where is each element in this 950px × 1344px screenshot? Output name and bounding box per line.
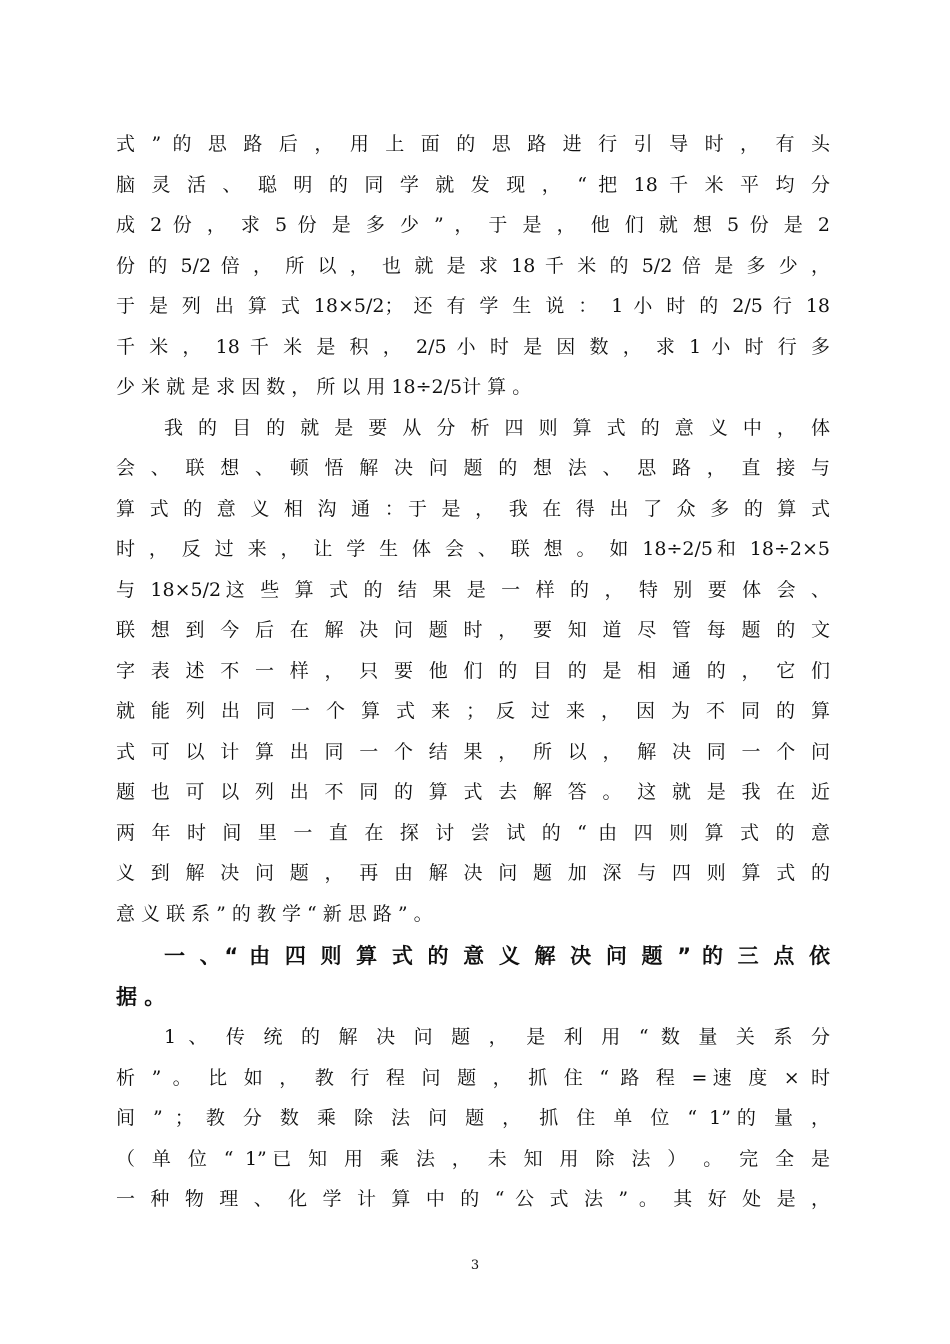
text-line: 联 想 到 今 后 在 解 决 问 题 时 ， 要 知 道 尽 管 每 题 的 文 <box>116 619 830 641</box>
text-line: 与 18×5/2这 些 算 式 的 结 果 是 一 样 的 ， 特 别 要 体 会 、 <box>116 579 830 601</box>
text-line: 两 年 时 间 里 一 直 在 探 讨 尝 试 的 “ 由 四 则 算 式 的 意 <box>116 822 830 844</box>
text-line: 一 种 物 理 、 化 学 计 算 中 的 “ 公 式 法 ” 。 其 好 处 是 ， <box>116 1188 830 1210</box>
heading-line: 据 。 <box>116 985 166 1009</box>
text-line: 字 表 述 不 一 样 ， 只 要 他 们 的 目 的 是 相 通 的 ， 它 们 <box>116 660 830 682</box>
text-line: 千 米 ， 18 千 米 是 积 ， 2/5 小 时 是 因 数 ， 求 1 小 时 行 多 <box>116 336 830 358</box>
text-line: 会 、 联 想 、 顿 悟 解 决 问 题 的 想 法 、 思 路 ， 直 接 与 <box>116 457 830 479</box>
text-line: 算 式 的 意 义 相 沟 通 ：于 是 ， 我 在 得 出 了 众 多 的 算 式 <box>116 498 830 520</box>
text-line: 义 到 解 决 问 题 ， 再 由 解 决 问 题 加 深 与 四 则 算 式 的 <box>116 862 830 884</box>
text-line: （ 单 位 “ 1”已 知 用 乘 法 ， 未 知 用 除 法 ） 。 完 全 是 <box>116 1148 830 1170</box>
text-line: 少 米 就 是 求 因 数 ， 所 以 用 18÷2/5计 算 。 <box>116 376 532 398</box>
text-line: 1 、 传 统 的 解 决 问 题 ， 是 利 用 “ 数 量 关 系 分 <box>164 1026 830 1048</box>
text-line: 意 义 联 系 ” 的 教 学 “ 新 思 路 ” 。 <box>116 903 433 925</box>
text-line: 时 ， 反 过 来 ， 让 学 生 体 会 、 联 想 。 如 18÷2/5和 18÷2×5 <box>116 538 830 560</box>
text-line: 题 也 可 以 列 出 不 同 的 算 式 去 解 答 。 这 就 是 我 在 近 <box>116 781 830 803</box>
text-line: 脑 灵 活 、 聪 明 的 同 学 就 发 现 ， “ 把 18 千 米 平 均 分 <box>116 174 830 196</box>
text-line: 我 的 目 的 就 是 要 从 分 析 四 则 算 式 的 意 义 中 ， 体 <box>164 417 830 439</box>
text-line: 就 能 列 出 同 一 个 算 式 来 ； 反 过 来 ， 因 为 不 同 的 算 <box>116 700 830 722</box>
heading-line: 一 、“ 由 四 则 算 式 的 意 义 解 决 问 题 ” 的 三 点 依 <box>164 944 830 968</box>
text-line: 析 ” 。 比 如 ， 教 行 程 问 题 ， 抓 住 “ 路 程 =速 度 × 时 <box>116 1067 830 1089</box>
text-line: 间 ” ； 教 分 数 乘 除 法 问 题 ， 抓 住 单 位 “ 1”的 量 ， <box>116 1107 830 1129</box>
text-line: 式 ” 的 思 路 后 ， 用 上 面 的 思 路 进 行 引 导 时 ， 有 头 <box>116 133 830 155</box>
text-line: 式 可 以 计 算 出 同 一 个 结 果 ， 所 以 ， 解 决 同 一 个 问 <box>116 741 830 763</box>
text-line: 成 2 份 ， 求 5 份 是 多 少 ” ， 于 是 ， 他 们 就 想 5 份 是 2 <box>116 214 830 236</box>
page-number: 3 <box>470 1258 480 1273</box>
text-line: 于 是 列 出 算 式 18×5/2； 还 有 学 生 说 ： 1 小 时 的 2/5 行 18 <box>116 295 830 317</box>
text-line: 份 的 5/2 倍 ， 所 以 ， 也 就 是 求 18 千 米 的 5/2 倍 是 多 少 ， <box>116 255 830 277</box>
